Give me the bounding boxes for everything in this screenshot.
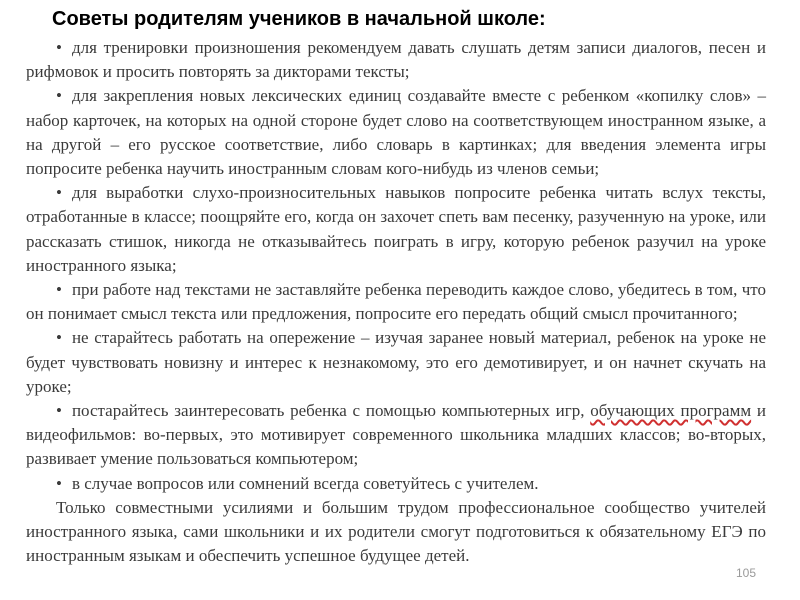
advice-item-text: для выработки слухо-произносительных навыков попросите ребенка читать вслух тексты, отработанные в классе; поощряйте его, когда он захочет спеть вам песенку, разученную на уроке, или рассказать стишок, никогда не отказывайтесь поиграть в игру, которую ребенок разучил на уроке иностранного языка;	[26, 183, 766, 275]
closing-paragraph: Только совместными усилиями и большим трудом профессиональное сообщество учителей иностранного языка, сами школьники и их родители смогут подготовиться к обязательному ЕГЭ по иностранным языкам и обеспечить успешное будущее детей.	[26, 497, 766, 566]
advice-item-text: при работе над текстами не заставляйте ребенка переводить каждое слово, убедитесь в том, что он понимает смысл текста или предложения, попросите его передать общий смысл прочитанного;	[26, 280, 766, 324]
bullet-mark: •	[56, 401, 62, 421]
advice-item-text: для закрепления новых лексических единиц создавайте вместе с ребенком «копилку слов» – набор карточек, на которых на одной стороне будет слово на соответствующем иностранном языке, а на другой – его русское соответствие, либо словарь в картинках; для введения элемента игры попросите ребенка научить иностранным словам кого-нибудь из членов семьи;	[26, 86, 766, 179]
page-number: 105	[735, 566, 756, 580]
slide-title: Советы родителям учеников в начальной школе:	[52, 8, 546, 30]
advice-item-texts	[26, 278, 766, 326]
advice-item-computer	[26, 399, 766, 472]
advice-item-teacher	[26, 472, 766, 496]
advice-item-listening-skills	[26, 181, 766, 278]
bullet-mark: •	[56, 280, 62, 300]
advice-item-text: для тренировки произношения рекомендуем давать слушать детям записи диалогов, песен и рифмовок и просить повторять за дикторами тексты;	[26, 38, 766, 82]
spellcheck-underlined-phrase: обучающих программ	[590, 401, 752, 421]
advice-item-text-end: и видеофильмов: во-первых, это мотивирует современного школьника младших классов; во-вторых, развивает умение пользоваться компьютером;	[26, 401, 766, 469]
advice-item-text: не старайтесь работать на опережение – изучая заранее новый материал, ребенок на уроке не будет чувствовать новизну и интерес к незнакомому, это его демотивирует, и он начнет скучать на уроке;	[26, 328, 766, 396]
bullet-mark: •	[56, 328, 62, 348]
bullet-mark: •	[56, 473, 62, 493]
bullet-mark: •	[56, 183, 62, 203]
advice-text-block	[26, 36, 766, 568]
advice-item-text-start: постарайтесь заинтересовать ребенка с помощью компьютерных игр,	[71, 401, 591, 421]
advice-item-text: в случае вопросов или сомнений всегда советуйтесь с учителем.	[71, 473, 539, 493]
advice-item-no-rushing	[26, 326, 766, 399]
advice-item-pronunciation	[26, 36, 766, 84]
bullet-mark: •	[56, 86, 62, 106]
bullet-mark: •	[56, 38, 62, 57]
advice-item-vocabulary	[26, 84, 766, 181]
